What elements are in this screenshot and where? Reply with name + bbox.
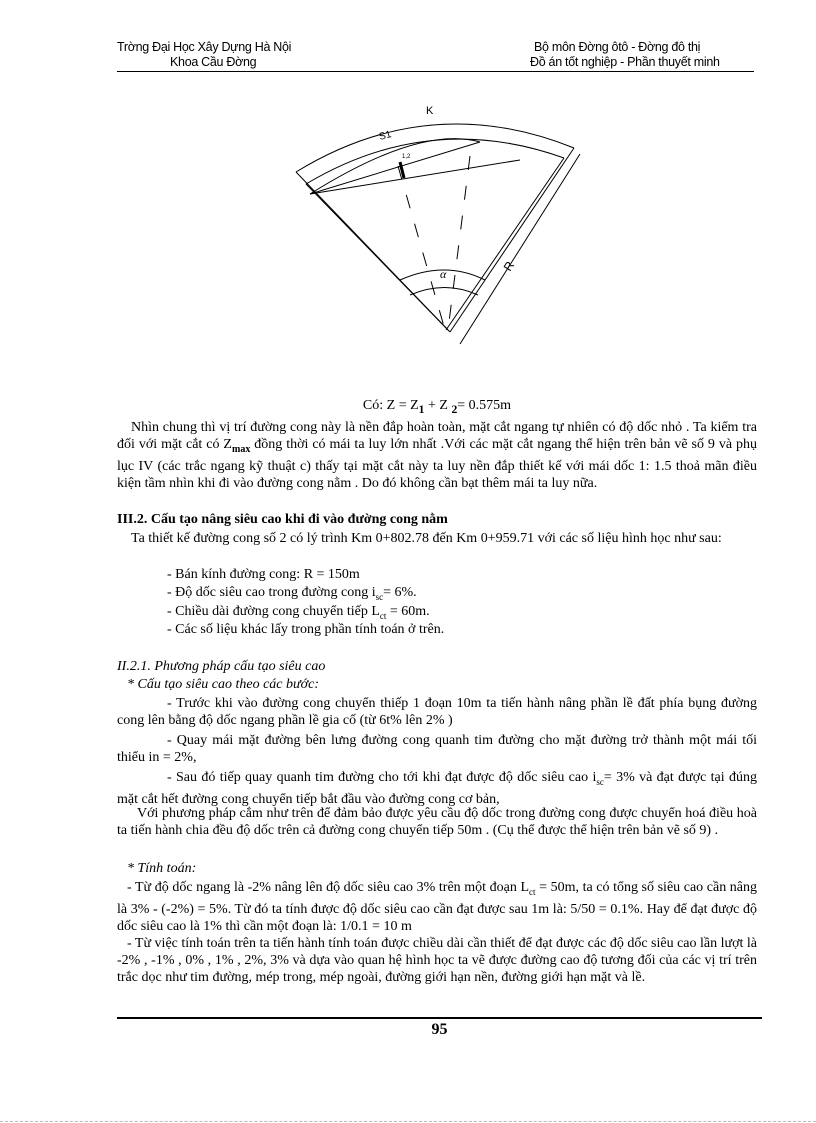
formula: Có: $Z = Z_1 + Z$ $_2$= 0.575m <box>362 398 512 416</box>
curve-diagram <box>280 100 600 360</box>
paragraph-curve-data: Ta thiết kế đường cong số 2 có lý trình Km 0+802.78 đến Km 0+959.71 với các số liệu hình học như sau: <box>131 531 722 546</box>
label-s1: S1 <box>377 129 393 143</box>
subsection-heading: II.2.1. Phương pháp cấu tạo siêu cao <box>117 659 326 674</box>
middle-arc <box>306 139 564 184</box>
label-small: 1,2 <box>402 154 411 160</box>
header-project: Đồ án tốt nghiệp - Phần thuyết minh <box>530 55 720 69</box>
header-school: Trờng Đại Học Xây Dựng Hà Nội <box>117 40 292 54</box>
label-k: K <box>426 105 434 117</box>
footer-rule <box>117 1017 762 1019</box>
steps-label: * Cấu tạo siêu cao theo các bước: <box>127 677 320 692</box>
right-radius <box>450 148 574 332</box>
header-department: Bộ môn Đờng ôtô - Đờng đô thị <box>534 40 701 54</box>
bullet-superelevation: - Độ dốc siêu cao trong đường cong $i_{sc}= 6\%$. <box>167 585 417 602</box>
page-edge <box>0 1121 816 1122</box>
calc-paragraph-2: - Từ việc tính toán trên ta tiến hành tính toán được chiều dài cần thiết để đạt được các độ dốc siêu cao lần lượt là -2% , -1% , 0% , 1% , 2%, 3% và dựa vào quan hệ hình học ta vẽ được đường cao độ tương đối của các vị trí trên trắc dọc như tim đường, mép trong, mép ngoài, đường giới hạn nền, đường giới hạn mặt và lề. <box>117 936 757 985</box>
radius-dimension <box>460 154 580 344</box>
bullet-other-data: - Các số liệu khác lấy trong phần tính toán ở trên. <box>167 622 445 637</box>
step-2: - Quay mái mặt đường bên lưng đường cong quanh tim đường cho mặt đường trở thành một mái tối thiểu in = 2%, <box>117 733 757 765</box>
header-rule <box>117 71 754 72</box>
calc-paragraph-1: - Từ độ dốc ngang là -2% nâng lên độ dốc siêu cao 3% trên một đoạn $L_{ct} = 50m$, ta có tổng số siêu cao cần nâng là 3% - (-2%) = 5%. Từ đó ta tính được độ dốc siêu cao cần đạt được sau 1m là: 5/50 = 0.1%. Hay để đạt được độ dốc siêu cao là 1% thì cần một đoạn là: 1/0.1 = 10 m <box>117 880 758 934</box>
step-1: - Trước khi vào đường cong chuyển thiếp 1 đoạn 10m ta tiến hành nâng phần lề đất phía bụng đường cong lên bằng độ dốc ngang phần lề gia cố (từ 6t% lên 2% ) <box>117 696 757 728</box>
label-r: R <box>500 258 518 274</box>
label-alpha: α <box>440 267 447 281</box>
bullet-transition-length: - Chiều dài đường cong chuyển tiếp $L_{ct} = 60m$. <box>167 604 430 621</box>
bullet-radius: - Bán kính đường cong: R = 150m <box>167 567 360 582</box>
step-3: - Sau đó tiếp quay quanh tim đường cho tới khi đạt được độ dốc siêu cao $i_{sc}= 3\%$ và đạt được tại đúng mặt cắt hết đường cong chuyển tiếp bắt đầu vào đường cong cơ bản, <box>117 770 758 807</box>
page-number: 95 <box>431 1021 448 1038</box>
calc-label: * Tính toán: <box>127 861 197 876</box>
paragraph-terrain: Nhìn chung thì vị trí đường cong này là nền đắp hoàn toàn, mặt cắt ngang tự nhiên có độ dốc nhỏ . Ta kiểm tra đối với mặt cắt có $Z_{max}$ đồng thời có mái ta luy lớn nhất .Với các mặt cắt ngang thể hiện trên bản vẽ số 9 và phụ lục IV (các trắc ngang kỹ thuật c) thấy tại mặt cắt này ta luy nền đắp thiết kế với mái dốc 1: 1.5 thoả mãn điều kiện tầm nhìn khi đi vào đường cong nằm . Do đó không cần bạt thêm mái ta luy nữa. <box>117 420 757 491</box>
section-heading: III.2. Cấu tạo nâng siêu cao khi đi vào đường cong nằm <box>117 512 448 527</box>
header-faculty: Khoa Cầu Đờng <box>170 55 257 69</box>
paragraph-method: Với phương pháp cắm như trên để đảm bảo được yêu cầu độ dốc trong đường cong được chuyển hoá điều hoà ta tiến hành chia đều độ dốc trên cả đường cong chuyển tiếp 50m . (Cụ thể được thể hiện trên bản vẽ số 9) . <box>117 806 757 838</box>
